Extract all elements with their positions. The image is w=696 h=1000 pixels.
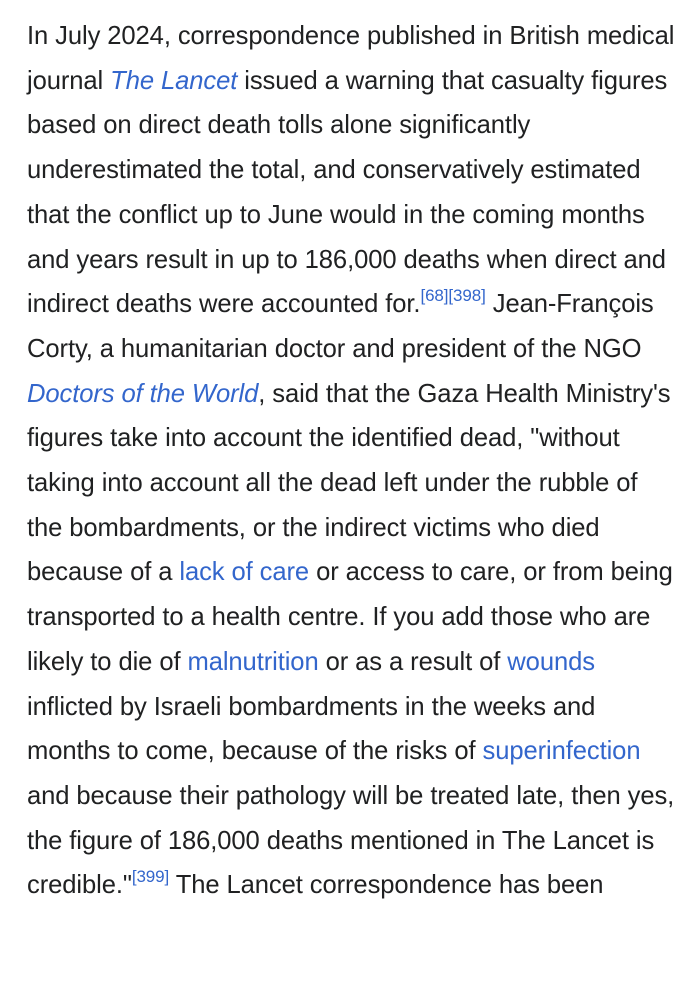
link-superinfection[interactable]: superinfection [482,737,641,766]
article-paragraph [27,14,679,908]
citation-68[interactable] [420,286,448,305]
link-lack-of-care[interactable]: lack of care [179,558,310,587]
citation-68-link[interactable]: [68] [420,286,449,306]
text-segment: or as a result of [318,647,508,676]
link-malnutrition[interactable]: malnutrition [187,647,319,676]
text-segment: In July 2024, correspondence published in British medical journal [27,22,675,95]
text-segment: issued a warning that casualty figures based on direct death tolls alone significantly underestimated the total, and conservatively estimated that the conflict up to June would in the coming months and years result in up to 186,000 deaths when direct and indirect deaths were accounted for. [27,66,668,319]
text-segment: and because their pathology will be treated late, then yes, the figure of 186,000 deaths mentioned in The Lancet is credible." [27,781,675,900]
link-wounds[interactable]: wounds [507,647,595,676]
citation-399[interactable] [132,867,169,886]
text-segment: , said that the Gaza Health Ministry's figures take into account the identified dead, "without taking into account all the dead left under the rubble of the bombardments, or the indirect victims who died because of a [27,379,671,587]
link-the-lancet[interactable]: The Lancet [110,66,238,95]
citation-398-link[interactable]: [398] [448,286,486,306]
citation-398[interactable] [448,286,485,305]
text-segment: The Lancet correspondence has been [169,871,604,900]
article-body [27,14,679,908]
link-doctors-of-the-world[interactable]: Doctors of the World [27,379,259,408]
text-segment: or access to care, or from being transported to a health centre. If you add those who are likely to die of [27,558,673,676]
text-segment: inflicted by Israeli bombardments in the weeks and months to come, because of the risks of [27,692,596,766]
citation-399-link[interactable]: [399] [131,867,170,887]
text-segment: Jean-François Corty, a humanitarian doctor and president of the NGO [27,290,654,363]
